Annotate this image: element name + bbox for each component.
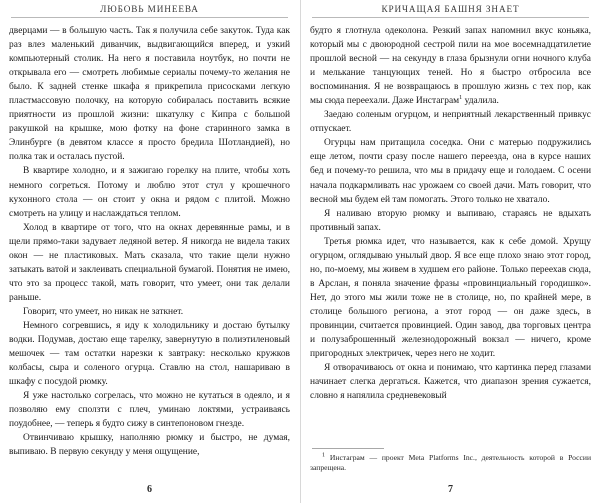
paragraph: В квартире холодно, и я зажигаю горелку на плите, чтобы хоть немного согреться. Потому и люблю этот стул у крошечного кухонного стола — он стоит у окна и рядом с плитой. Можно смотреть на улицу и наслаждаться теплом. bbox=[9, 166, 290, 219]
paragraph-text-tail: удалила. bbox=[462, 96, 499, 107]
paragraph: Огурцы нам притащила соседка. Они с матерью подружились еще летом, почти сразу после нашего переезда, она в курсе наших бед и почему-то решила, что мы в придачу еще и голодаем. С осени начала подкармливать нас урожаем со своей дачи. Мать говорит, что весной мы будем ей там помогать. Этого только не хватало. bbox=[310, 138, 591, 205]
footnote-number: 1 bbox=[322, 451, 326, 459]
right-page-folio: 7 bbox=[448, 484, 453, 495]
left-page-running-head: ЛЮБОВЬ МИНЕЕВА bbox=[100, 4, 199, 14]
right-page-header-rule bbox=[312, 17, 589, 18]
footnote-reference-marker[interactable]: 1 bbox=[459, 94, 463, 102]
right-page-running-head: КРИЧАЩАЯ БАШНЯ ЗНАЕТ bbox=[381, 4, 520, 14]
paragraph: Я отворачиваюсь от окна и понимаю, что картинка перед глазами начинает слегка дергаться. Кажется, что диапазон зрения сужается, словно я напялила средневековый bbox=[310, 363, 591, 402]
paragraph: Я уже настолько согрелась, что можно не кутаться в одеяло, и я позволяю ему сползти с плеч, уминаю локтями, устраиваясь поудобнее, — теперь я будто сижу в синтепоновом гнезде. bbox=[9, 391, 290, 430]
paragraph: Отвинчиваю крышку, наполняю рюмку и быстро, не думая, выпиваю. В первую секунду у меня ощущение, bbox=[9, 433, 290, 458]
footnote-text bbox=[310, 453, 591, 474]
left-page-header-rule bbox=[11, 17, 288, 18]
paragraph: Холод в квартире от того, что на окнах деревянные рамы, и в щели прямо-таки задувает ледяной ветер. Я никогда не видела таких окон — не пластиковых. Мать сказала, что такие щели нужно затыкать ватой и заклеивать специальной бумагой. Понятия не имею, что это за процесс такой, мать говорит, что умеет, они так делали раньше. bbox=[9, 222, 290, 303]
paragraph: Я наливаю вторую рюмку и выпиваю, стараясь не вдыхать противный запах. bbox=[310, 208, 591, 233]
right-page bbox=[300, 0, 600, 503]
paragraph: Немного согревшись, я иду к холодильнику и достаю бутылку водки. Подумав, достаю еще тарелку, завернутую в полиэтиленовый мешочек — там остатки нарезки к завтраку: несколько кружков колбасы, сыра и соленого огурца. Ставлю на стол, нашариваю в шкафу с посудой рюмку. bbox=[9, 320, 290, 388]
footnote-area bbox=[310, 448, 591, 475]
paragraph: дверцами — в большую часть. Так я получила себе закуток. Туда как раз влез маленький диванчик, выдвигающийся вперед, и узкий компьютерный столик. На него я поставила ноутбук, но почти не открывала его — смотреть любимые сериалы почему-то желания не было. К задней стенке шкафа я прикрепила присосками легкую пластмассовую полочку, на которую собиралась поставить всякие приятности из прошлой жизни: шкатулку с Кипра с большой ракушкой на крышке, мою фотку на фоне старинного замка в Элинбурге (в девятом классе я просто бредила Шотландией), но полка так и осталась пустой. bbox=[9, 26, 290, 163]
left-page-folio: 6 bbox=[147, 484, 152, 495]
right-page-body bbox=[310, 24, 591, 448]
paragraph: Говорит, что умеет, но никак не заткнет. bbox=[23, 306, 184, 317]
paragraph: Заедаю соленым огурцом, и неприятный лекарственный привкус отпускает. bbox=[310, 110, 591, 135]
paragraph-text: будто я глотнула одеколона. Резкий запах напомнил вкус коньяка, который мы с двоюродной сестрой пили на мое восемнадцатилетие прошлой весной — на секунду в глаза брызнули огни ночного клуба и мелькание танцующих теней. Но я быстро отбросила все воспоминания. Я не возвращаюсь в прошлую жизнь с тех пор, как мы сюда переехали. Даже Инстаграм bbox=[310, 26, 591, 107]
paragraph-with-footnote-ref bbox=[310, 24, 591, 108]
footnote-body: Инстаграм — проект Meta Platforms Inc., деятельность которой в России запрещена. bbox=[310, 452, 592, 473]
footnote-separator-rule bbox=[312, 448, 384, 449]
paragraph: Третья рюмка идет, что называется, как к себе домой. Хрущу огурцом, оглядываю унылый двор. Я все еще плохо знаю этот город, но, по-моему, мы живем в худшем его районе. Только переехав сюда, в Арслан, я поняла значение фразы «провинциальный городишко». Нет, до этого мы жили тоже не в столице, но, по крайней мере, в столице большого региона, а этот город — он даже здесь, в провинции, считается провинцией. Один завод, два торговых центра и полузаброшенный железнодорожный вокзал — ничего, кроме пригородных электричек, через него не ходит. bbox=[310, 236, 591, 360]
left-page-body bbox=[9, 24, 290, 475]
